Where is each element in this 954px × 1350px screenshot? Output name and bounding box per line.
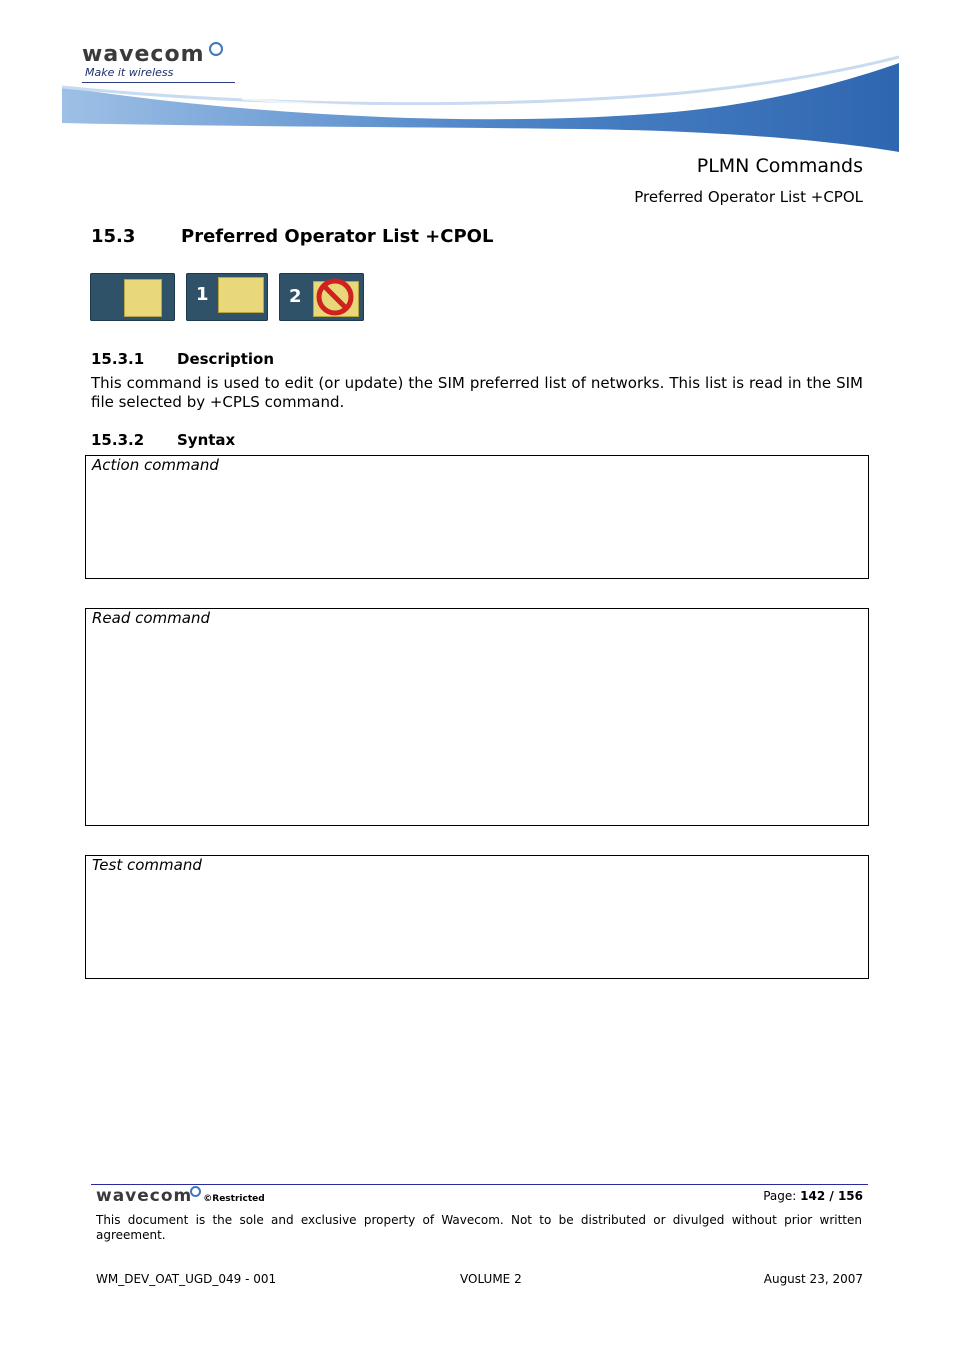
page-current: 142 <box>800 1189 826 1203</box>
footer-rule <box>91 1184 868 1185</box>
footer-doc-ref: WM_DEV_OAT_UGD_049 - 001 <box>96 1272 277 1286</box>
page-separator: / <box>825 1189 838 1203</box>
sim-chip <box>124 279 162 317</box>
page-label: Page: <box>763 1189 801 1203</box>
section-subtitle: Preferred Operator List +CPOL <box>634 188 863 206</box>
description-text: This command is used to edit (or update) the SIM preferred list of networks. This list is read in the SIM file selected by +CPLS command. <box>91 374 863 411</box>
section-heading <box>91 226 493 247</box>
action-command-label: Action command <box>92 456 219 474</box>
description-number: 15.3.1 <box>91 350 145 368</box>
sim2-label: 2 <box>289 286 302 307</box>
section-number: 15.3 <box>91 226 136 247</box>
read-command-label: Read command <box>92 609 211 627</box>
page-total: 156 <box>837 1189 863 1203</box>
syntax-heading <box>91 431 235 449</box>
header-tagline: Make it wireless <box>85 66 174 79</box>
logo-swirl-icon <box>209 42 223 56</box>
test-command-label: Test command <box>92 856 202 874</box>
sim2-not-supported-icon <box>279 273 364 321</box>
footer-restricted: ©Restricted <box>203 1194 265 1204</box>
footer-logo <box>96 1186 265 1206</box>
footer-volume: VOLUME 2 <box>460 1272 522 1286</box>
header-wave-banner <box>62 55 899 155</box>
header-logo-text: wavecom <box>82 42 205 67</box>
sim1-label: 1 <box>196 284 209 305</box>
sim-card-icon <box>90 273 175 321</box>
section-title: Preferred Operator List +CPOL <box>181 226 494 247</box>
test-command-box <box>85 855 869 979</box>
sim1-chip <box>218 277 264 313</box>
sim1-card-icon <box>186 273 268 321</box>
syntax-number: 15.3.2 <box>91 431 145 449</box>
footer-logo-swirl-icon <box>190 1186 201 1197</box>
description-title: Description <box>177 350 275 368</box>
footer-logo-text: wavecom <box>96 1186 193 1206</box>
prohibited-icon <box>315 277 355 317</box>
footer-notice: This document is the sole and exclusive property of Wavecom. Not to be distributed or divulged without prior written agreement. <box>96 1213 862 1242</box>
footer-date: August 23, 2007 <box>763 1272 863 1286</box>
page-number <box>763 1189 863 1203</box>
syntax-title: Syntax <box>177 431 236 449</box>
read-command-box <box>85 608 869 826</box>
action-command-box <box>85 455 869 579</box>
chapter-title: PLMN Commands <box>696 155 863 177</box>
description-heading <box>91 350 274 368</box>
